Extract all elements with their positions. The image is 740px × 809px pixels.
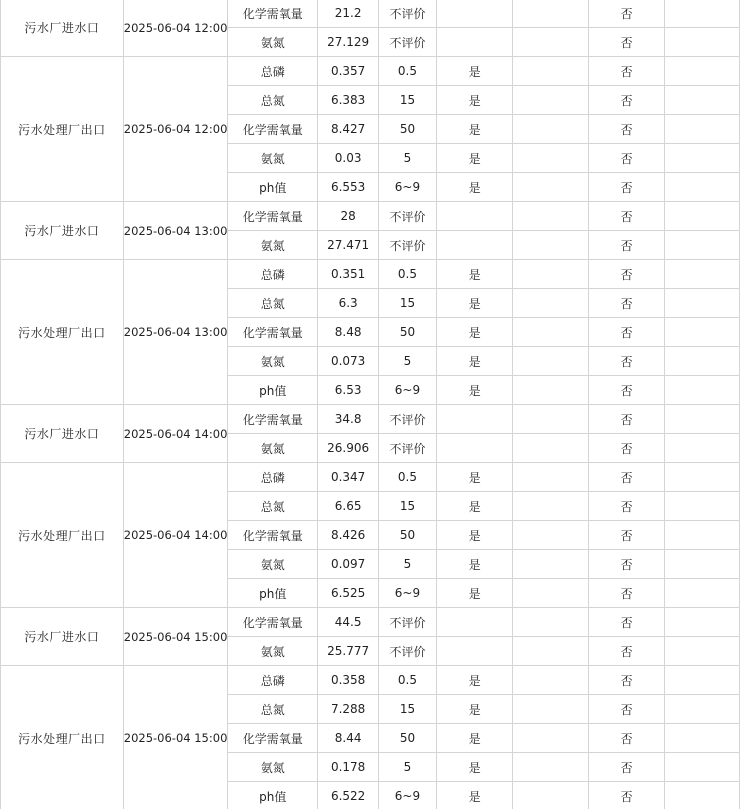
value-cell: 8.427 (318, 115, 379, 144)
compliant-cell: 是 (436, 463, 513, 492)
empty-cell (513, 318, 588, 347)
parameter-cell: 总氮 (228, 695, 318, 724)
limit-cell: 不评价 (379, 202, 437, 231)
parameter-cell: 氨氮 (228, 550, 318, 579)
limit-cell: 0.5 (379, 260, 437, 289)
compliant-cell (436, 434, 513, 463)
exceed-cell: 否 (588, 579, 665, 608)
empty-cell (665, 347, 740, 376)
parameter-cell: ph值 (228, 376, 318, 405)
compliant-cell: 是 (436, 376, 513, 405)
exceed-cell: 否 (588, 0, 665, 28)
parameter-cell: 总磷 (228, 666, 318, 695)
location-cell: 污水厂进水口 (1, 202, 124, 260)
compliant-cell (436, 0, 513, 28)
exceed-cell: 否 (588, 289, 665, 318)
empty-cell (513, 57, 588, 86)
empty-cell (513, 666, 588, 695)
exceed-cell: 否 (588, 57, 665, 86)
empty-cell (665, 0, 740, 28)
empty-cell (513, 144, 588, 173)
empty-cell (513, 0, 588, 28)
empty-cell (665, 434, 740, 463)
limit-cell: 5 (379, 550, 437, 579)
parameter-cell: ph值 (228, 173, 318, 202)
compliant-cell (436, 608, 513, 637)
parameter-cell: 化学需氧量 (228, 405, 318, 434)
empty-cell (513, 550, 588, 579)
compliant-cell: 是 (436, 318, 513, 347)
limit-cell: 50 (379, 521, 437, 550)
parameter-cell: 化学需氧量 (228, 608, 318, 637)
compliant-cell: 是 (436, 695, 513, 724)
value-cell: 25.777 (318, 637, 379, 666)
table-row (1, 260, 740, 289)
empty-cell (513, 637, 588, 666)
exceed-cell: 否 (588, 318, 665, 347)
value-cell: 0.097 (318, 550, 379, 579)
compliant-cell: 是 (436, 260, 513, 289)
empty-cell (665, 144, 740, 173)
compliant-cell (436, 405, 513, 434)
parameter-cell: 化学需氧量 (228, 521, 318, 550)
exceed-cell: 否 (588, 753, 665, 782)
empty-cell (513, 86, 588, 115)
compliant-cell (436, 231, 513, 260)
value-cell: 27.471 (318, 231, 379, 260)
empty-cell (513, 695, 588, 724)
parameter-cell: 氨氮 (228, 347, 318, 376)
location-cell: 污水厂进水口 (1, 405, 124, 463)
exceed-cell: 否 (588, 260, 665, 289)
limit-cell: 不评价 (379, 0, 437, 28)
value-cell: 0.351 (318, 260, 379, 289)
empty-cell (513, 405, 588, 434)
compliant-cell: 是 (436, 144, 513, 173)
limit-cell: 0.5 (379, 463, 437, 492)
exceed-cell: 否 (588, 463, 665, 492)
compliant-cell: 是 (436, 579, 513, 608)
limit-cell: 0.5 (379, 666, 437, 695)
exceed-cell: 否 (588, 666, 665, 695)
limit-cell: 不评价 (379, 231, 437, 260)
value-cell: 6.65 (318, 492, 379, 521)
empty-cell (513, 492, 588, 521)
compliant-cell: 是 (436, 86, 513, 115)
exceed-cell: 否 (588, 376, 665, 405)
empty-cell (513, 173, 588, 202)
value-cell: 21.2 (318, 0, 379, 28)
empty-cell (513, 28, 588, 57)
exceed-cell: 否 (588, 637, 665, 666)
empty-cell (665, 28, 740, 57)
value-cell: 28 (318, 202, 379, 231)
limit-cell: 50 (379, 724, 437, 753)
exceed-cell: 否 (588, 202, 665, 231)
limit-cell: 不评价 (379, 405, 437, 434)
exceed-cell: 否 (588, 724, 665, 753)
exceed-cell: 否 (588, 86, 665, 115)
location-cell: 污水处理厂出口 (1, 463, 124, 608)
parameter-cell: 氨氮 (228, 434, 318, 463)
parameter-cell: 氨氮 (228, 753, 318, 782)
empty-cell (513, 289, 588, 318)
compliant-cell: 是 (436, 289, 513, 318)
limit-cell: 15 (379, 289, 437, 318)
empty-cell (513, 608, 588, 637)
empty-cell (665, 608, 740, 637)
table-row (1, 463, 740, 492)
value-cell: 8.44 (318, 724, 379, 753)
limit-cell: 15 (379, 86, 437, 115)
parameter-cell: 化学需氧量 (228, 115, 318, 144)
time-cell: 2025-06-04 15:00 (123, 666, 228, 809)
compliant-cell: 是 (436, 550, 513, 579)
compliant-cell: 是 (436, 666, 513, 695)
location-cell: 污水处理厂出口 (1, 57, 124, 202)
limit-cell: 15 (379, 492, 437, 521)
limit-cell: 6~9 (379, 579, 437, 608)
limit-cell: 6~9 (379, 376, 437, 405)
limit-cell: 不评价 (379, 28, 437, 57)
compliant-cell (436, 202, 513, 231)
compliant-cell: 是 (436, 753, 513, 782)
location-cell: 污水处理厂出口 (1, 260, 124, 405)
value-cell: 0.358 (318, 666, 379, 695)
empty-cell (665, 231, 740, 260)
empty-cell (513, 579, 588, 608)
time-cell: 2025-06-04 14:00 (123, 463, 228, 608)
time-cell: 2025-06-04 12:00 (123, 0, 228, 57)
empty-cell (513, 115, 588, 144)
limit-cell: 0.5 (379, 57, 437, 86)
exceed-cell: 否 (588, 608, 665, 637)
time-cell: 2025-06-04 14:00 (123, 405, 228, 463)
value-cell: 6.383 (318, 86, 379, 115)
value-cell: 8.48 (318, 318, 379, 347)
value-cell: 6.3 (318, 289, 379, 318)
limit-cell: 5 (379, 144, 437, 173)
exceed-cell: 否 (588, 347, 665, 376)
exceed-cell: 否 (588, 521, 665, 550)
empty-cell (513, 202, 588, 231)
empty-cell (513, 521, 588, 550)
limit-cell: 6~9 (379, 782, 437, 809)
parameter-cell: 总磷 (228, 260, 318, 289)
time-cell: 2025-06-04 15:00 (123, 608, 228, 666)
value-cell: 26.906 (318, 434, 379, 463)
parameter-cell: 化学需氧量 (228, 0, 318, 28)
value-cell: 6.525 (318, 579, 379, 608)
limit-cell: 不评价 (379, 434, 437, 463)
compliant-cell: 是 (436, 115, 513, 144)
time-cell: 2025-06-04 12:00 (123, 57, 228, 202)
empty-cell (665, 521, 740, 550)
limit-cell: 50 (379, 115, 437, 144)
compliant-cell: 是 (436, 782, 513, 809)
parameter-cell: 总氮 (228, 492, 318, 521)
table-row (1, 202, 740, 231)
value-cell: 6.53 (318, 376, 379, 405)
limit-cell: 不评价 (379, 637, 437, 666)
value-cell: 44.5 (318, 608, 379, 637)
empty-cell (513, 724, 588, 753)
compliant-cell: 是 (436, 57, 513, 86)
empty-cell (665, 405, 740, 434)
empty-cell (513, 376, 588, 405)
empty-cell (665, 57, 740, 86)
time-cell: 2025-06-04 13:00 (123, 260, 228, 405)
empty-cell (665, 782, 740, 809)
value-cell: 0.03 (318, 144, 379, 173)
limit-cell: 50 (379, 318, 437, 347)
limit-cell: 15 (379, 695, 437, 724)
limit-cell: 5 (379, 753, 437, 782)
empty-cell (665, 173, 740, 202)
empty-cell (665, 492, 740, 521)
empty-cell (513, 231, 588, 260)
empty-cell (665, 289, 740, 318)
parameter-cell: 氨氮 (228, 231, 318, 260)
parameter-cell: 总氮 (228, 86, 318, 115)
compliant-cell (436, 28, 513, 57)
exceed-cell: 否 (588, 434, 665, 463)
exceed-cell: 否 (588, 115, 665, 144)
parameter-cell: 总氮 (228, 289, 318, 318)
empty-cell (665, 86, 740, 115)
empty-cell (665, 637, 740, 666)
parameter-cell: 氨氮 (228, 637, 318, 666)
empty-cell (665, 753, 740, 782)
empty-cell (513, 753, 588, 782)
table-row (1, 405, 740, 434)
parameter-cell: ph值 (228, 782, 318, 809)
location-cell: 污水处理厂出口 (1, 666, 124, 809)
compliant-cell: 是 (436, 521, 513, 550)
exceed-cell: 否 (588, 695, 665, 724)
exceed-cell: 否 (588, 782, 665, 809)
empty-cell (665, 260, 740, 289)
parameter-cell: ph值 (228, 579, 318, 608)
empty-cell (665, 376, 740, 405)
compliant-cell: 是 (436, 347, 513, 376)
empty-cell (665, 695, 740, 724)
empty-cell (513, 782, 588, 809)
exceed-cell: 否 (588, 550, 665, 579)
parameter-cell: 氨氮 (228, 28, 318, 57)
empty-cell (665, 550, 740, 579)
table-row (1, 57, 740, 86)
parameter-cell: 化学需氧量 (228, 202, 318, 231)
empty-cell (665, 115, 740, 144)
empty-cell (665, 202, 740, 231)
compliant-cell: 是 (436, 173, 513, 202)
location-cell: 污水厂进水口 (1, 0, 124, 57)
empty-cell (665, 318, 740, 347)
parameter-cell: 化学需氧量 (228, 318, 318, 347)
location-cell: 污水厂进水口 (1, 608, 124, 666)
limit-cell: 6~9 (379, 173, 437, 202)
compliant-cell: 是 (436, 492, 513, 521)
exceed-cell: 否 (588, 173, 665, 202)
value-cell: 34.8 (318, 405, 379, 434)
parameter-cell: 总磷 (228, 57, 318, 86)
table-row (1, 0, 740, 28)
empty-cell (513, 434, 588, 463)
table-row (1, 666, 740, 695)
compliant-cell: 是 (436, 724, 513, 753)
value-cell: 7.288 (318, 695, 379, 724)
limit-cell: 不评价 (379, 608, 437, 637)
exceed-cell: 否 (588, 405, 665, 434)
value-cell: 0.347 (318, 463, 379, 492)
value-cell: 8.426 (318, 521, 379, 550)
value-cell: 6.522 (318, 782, 379, 809)
exceed-cell: 否 (588, 231, 665, 260)
exceed-cell: 否 (588, 492, 665, 521)
empty-cell (665, 724, 740, 753)
table-body (1, 0, 740, 809)
empty-cell (513, 347, 588, 376)
exceed-cell: 否 (588, 28, 665, 57)
table-row (1, 608, 740, 637)
empty-cell (665, 666, 740, 695)
value-cell: 0.357 (318, 57, 379, 86)
value-cell: 0.073 (318, 347, 379, 376)
compliant-cell (436, 637, 513, 666)
value-cell: 6.553 (318, 173, 379, 202)
parameter-cell: 化学需氧量 (228, 724, 318, 753)
parameter-cell: 总磷 (228, 463, 318, 492)
time-cell: 2025-06-04 13:00 (123, 202, 228, 260)
empty-cell (513, 260, 588, 289)
empty-cell (513, 463, 588, 492)
limit-cell: 5 (379, 347, 437, 376)
value-cell: 27.129 (318, 28, 379, 57)
empty-cell (665, 463, 740, 492)
value-cell: 0.178 (318, 753, 379, 782)
exceed-cell: 否 (588, 144, 665, 173)
empty-cell (665, 579, 740, 608)
parameter-cell: 氨氮 (228, 144, 318, 173)
